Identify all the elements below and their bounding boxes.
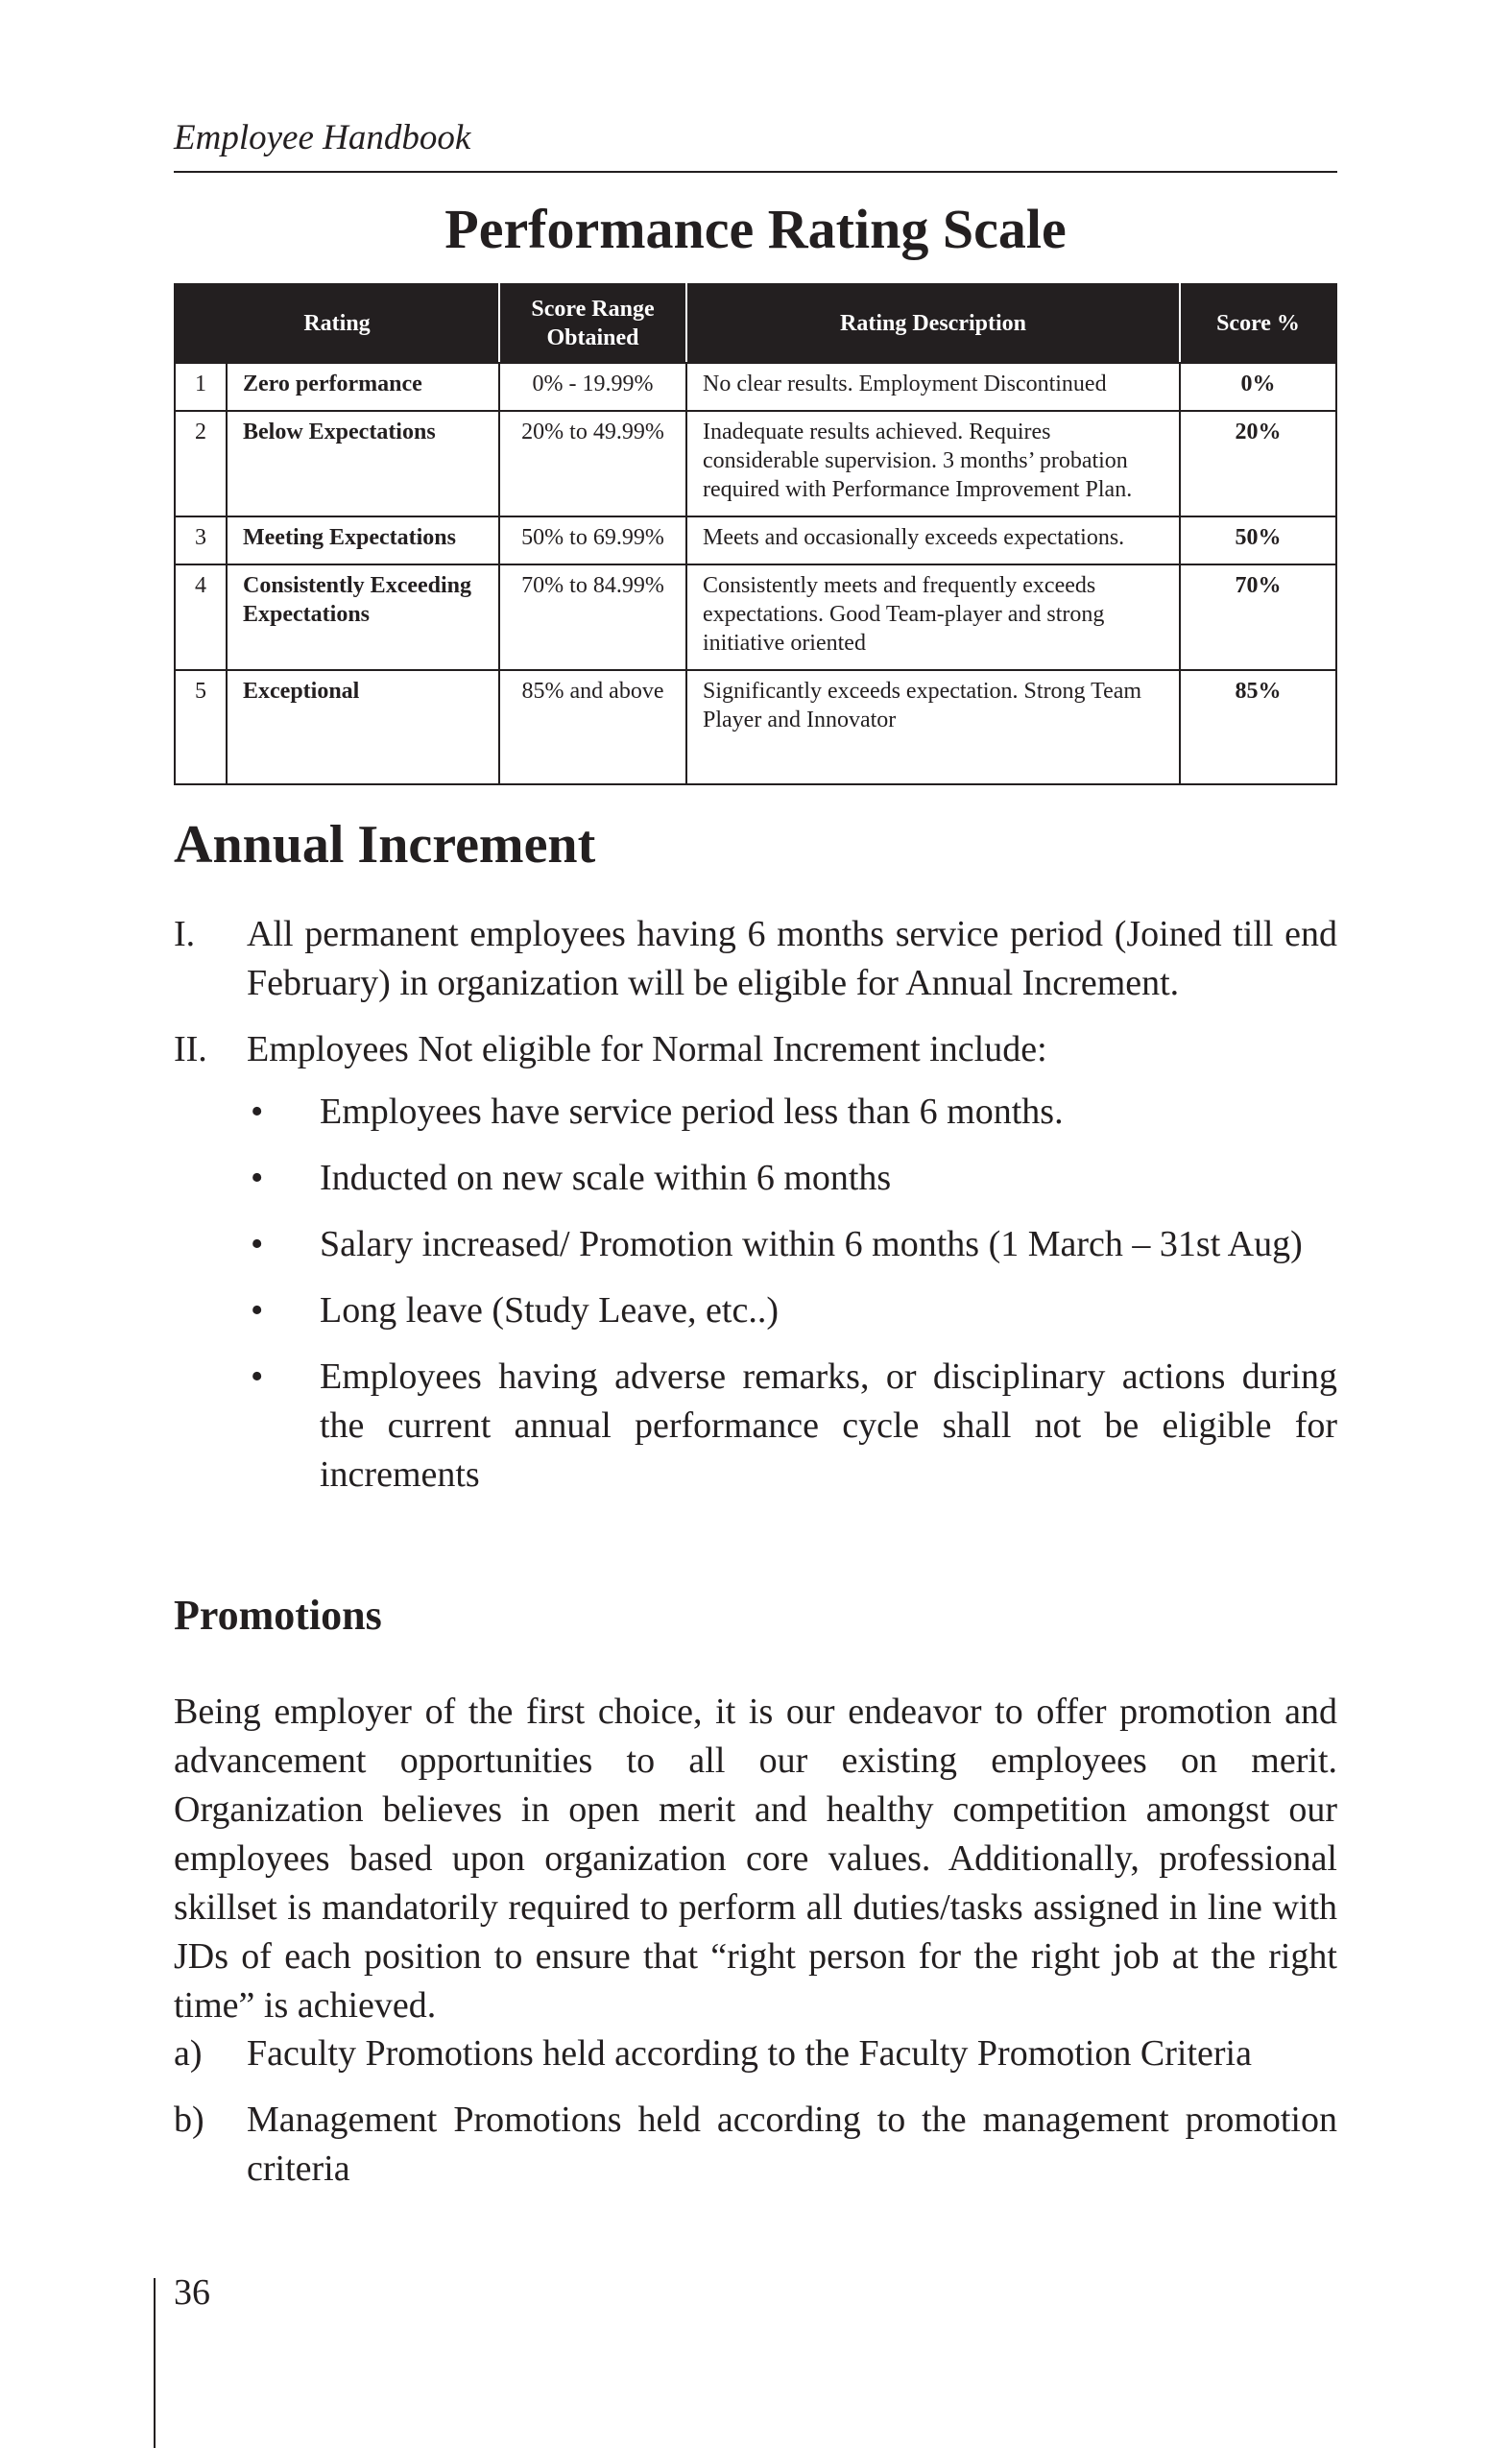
rating-description: No clear results. Employment Discontinued	[686, 363, 1180, 411]
page-title: Performance Rating Scale	[444, 198, 1067, 260]
header-score-range: Score Range Obtained	[499, 284, 686, 363]
score-percent: 0%	[1180, 363, 1336, 411]
header-rule	[174, 171, 1337, 173]
row-number: 1	[175, 363, 227, 411]
rating-description: Significantly exceeds expectation. Strong Team Player and Innovator	[686, 670, 1180, 784]
score-percent: 70%	[1180, 564, 1336, 670]
bullet-icon: •	[251, 1092, 264, 1132]
list-item	[174, 910, 1337, 1008]
list-item	[174, 2029, 1337, 2078]
list-marker: II.	[174, 1029, 207, 1069]
rating-description: Meets and occasionally exceeds expectations.	[686, 516, 1180, 564]
ineligibility-bullets	[247, 1088, 1337, 1500]
bullet-item	[247, 1088, 1337, 1137]
list-item-text: All permanent employees having 6 months service period (Joined till end February) in organization will be eligible for Annual Increment.	[247, 914, 1337, 1003]
list-item	[174, 2096, 1337, 2194]
rating-name: Below Expectations	[227, 411, 499, 516]
row-number: 2	[175, 411, 227, 516]
score-range: 20% to 49.99%	[499, 411, 686, 516]
annual-increment-heading: Annual Increment	[174, 815, 596, 875]
bullet-icon: •	[251, 1356, 264, 1397]
bullet-icon: •	[251, 1290, 264, 1331]
bullet-item	[247, 1286, 1337, 1335]
row-number: 3	[175, 516, 227, 564]
header-description: Rating Description	[686, 284, 1180, 363]
list-item-text: Faculty Promotions held according to the Faculty Promotion Criteria	[247, 2033, 1252, 2074]
promotions-list	[174, 2029, 1337, 2211]
rating-description: Inadequate results achieved. Requires considerable supervision. 3 months’ probation required with Performance Improvement Plan.	[686, 411, 1180, 516]
bullet-icon: •	[251, 1224, 264, 1264]
rating-name: Zero performance	[227, 363, 499, 411]
list-item-text: Employees Not eligible for Normal Increment include:	[247, 1029, 1047, 1069]
list-item	[174, 1025, 1337, 1074]
table-row	[175, 564, 1336, 670]
header-score-pct: Score %	[1180, 284, 1336, 363]
promotions-heading: Promotions	[174, 1592, 382, 1639]
table-row	[175, 516, 1336, 564]
table-row	[175, 411, 1336, 516]
score-range: 70% to 84.99%	[499, 564, 686, 670]
performance-rating-table	[174, 283, 1337, 785]
bullet-icon: •	[251, 1158, 264, 1198]
header-rating: Rating	[175, 284, 499, 363]
rating-name: Meeting Expectations	[227, 516, 499, 564]
bullet-item	[247, 1154, 1337, 1203]
promotions-paragraph: Being employer of the first choice, it is our endeavor to offer promotion and advancement opportunities to all our existing employees on merit. Organization believes in open merit and healthy competition amongst our employees based upon organization core values. Additionally, professional skillset is mandatorily required to perform all duties/tasks assigned in line with JDs of each position to ensure that “right person for the right job at the right time” is achieved.	[174, 1692, 1337, 2026]
bullet-item	[247, 1353, 1337, 1500]
bullet-text: Employees have service period less than 6 months.	[320, 1092, 1064, 1132]
list-item-text: Management Promotions held according to the management promotion criteria	[247, 2100, 1337, 2189]
score-percent: 50%	[1180, 516, 1336, 564]
footer-rule	[154, 2278, 156, 2448]
bullet-text: Employees having adverse remarks, or disciplinary actions during the current annual performance cycle shall not be eligible for increments	[320, 1356, 1337, 1495]
table-header-row	[175, 284, 1336, 363]
bullet-text: Salary increased/ Promotion within 6 months (1 March – 31st Aug)	[320, 1224, 1303, 1264]
bullet-item	[247, 1220, 1337, 1269]
list-marker: I.	[174, 914, 196, 954]
score-percent: 85%	[1180, 670, 1336, 784]
score-range: 85% and above	[499, 670, 686, 784]
rating-name: Consistently Exceeding Expectations	[227, 564, 499, 670]
score-range: 0% - 19.99%	[499, 363, 686, 411]
bullet-text: Inducted on new scale within 6 months	[320, 1158, 892, 1198]
row-number: 5	[175, 670, 227, 784]
annual-increment-list	[174, 910, 1337, 1517]
row-number: 4	[175, 564, 227, 670]
list-marker: b)	[174, 2100, 204, 2140]
rating-name: Exceptional	[227, 670, 499, 784]
table-row	[175, 363, 1336, 411]
table-row	[175, 670, 1336, 784]
running-header: Employee Handbook	[174, 118, 471, 157]
page-number: 36	[174, 2272, 210, 2313]
score-percent: 20%	[1180, 411, 1336, 516]
list-marker: a)	[174, 2033, 203, 2074]
bullet-text: Long leave (Study Leave, etc..)	[320, 1290, 779, 1331]
score-range: 50% to 69.99%	[499, 516, 686, 564]
rating-description: Consistently meets and frequently exceeds expectations. Good Team-player and strong initiative oriented	[686, 564, 1180, 670]
